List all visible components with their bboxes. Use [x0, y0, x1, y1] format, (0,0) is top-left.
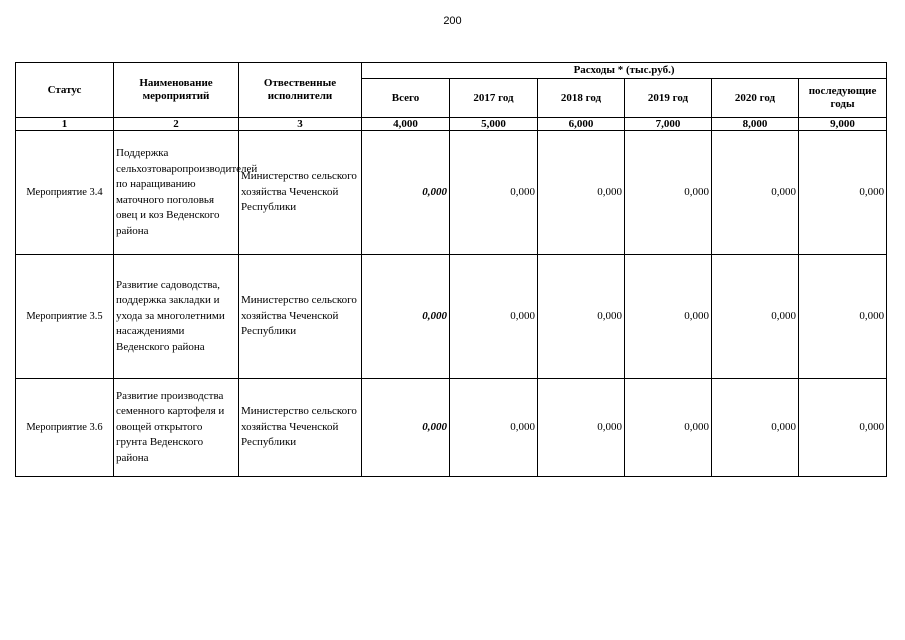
- row-name: Поддержка сельхозтоваропроизводителей по наращиванию маточного поголовья овец и коз Веденского района: [114, 131, 239, 255]
- row-value-2020: 0,000: [712, 379, 799, 477]
- table-row: [16, 255, 887, 379]
- column-number: 1: [16, 118, 114, 131]
- row-value-2017: 0,000: [450, 131, 538, 255]
- row-value-2020: 0,000: [712, 131, 799, 255]
- column-number: 2: [114, 118, 239, 131]
- header-2019: 2019 год: [625, 79, 712, 118]
- row-value-2017: 0,000: [450, 255, 538, 379]
- column-number: 9,000: [799, 118, 887, 131]
- row-executor: Министерство сельского хозяйства Чеченской Республики: [239, 255, 362, 379]
- expenses-table: [15, 62, 887, 477]
- header-expenses: Расходы * (тыс.руб.): [362, 63, 887, 79]
- column-number: 3: [239, 118, 362, 131]
- header-name: Наименование мероприятий: [114, 63, 239, 118]
- header-2020: 2020 год: [712, 79, 799, 118]
- row-executor: Министерство сельского хозяйства Чеченской Республики: [239, 131, 362, 255]
- column-number: 6,000: [538, 118, 625, 131]
- header-2018: 2018 год: [538, 79, 625, 118]
- row-name: Развитие садоводства, поддержка закладки и ухода за многолетними насаждениями Веденского района: [114, 255, 239, 379]
- row-value-following: 0,000: [799, 255, 887, 379]
- row-value-2019: 0,000: [625, 255, 712, 379]
- column-number: 7,000: [625, 118, 712, 131]
- header-2017: 2017 год: [450, 79, 538, 118]
- row-status: Мероприятие 3.4: [16, 131, 114, 255]
- row-executor: Министерство сельского хозяйства Чеченской Республики: [239, 379, 362, 477]
- header-total: Всего: [362, 79, 450, 118]
- header-status: Статус: [16, 63, 114, 118]
- row-value-following: 0,000: [799, 379, 887, 477]
- row-status: Мероприятие 3.6: [16, 379, 114, 477]
- row-value-2018: 0,000: [538, 255, 625, 379]
- row-value-2017: 0,000: [450, 379, 538, 477]
- column-number: 4,000: [362, 118, 450, 131]
- row-value-2018: 0,000: [538, 131, 625, 255]
- column-number: 5,000: [450, 118, 538, 131]
- row-value-following: 0,000: [799, 131, 887, 255]
- row-value-2019: 0,000: [625, 131, 712, 255]
- row-value-2020: 0,000: [712, 255, 799, 379]
- row-value-2019: 0,000: [625, 379, 712, 477]
- row-total: 0,000: [362, 379, 450, 477]
- header-following-years: последующие годы: [799, 79, 887, 118]
- table-row: [16, 379, 887, 477]
- column-number: 8,000: [712, 118, 799, 131]
- row-total: 0,000: [362, 131, 450, 255]
- column-numbers-row: [16, 118, 887, 131]
- page-number: 200: [443, 15, 462, 27]
- table-row: [16, 131, 887, 255]
- row-value-2018: 0,000: [538, 379, 625, 477]
- row-status: Мероприятие 3.5: [16, 255, 114, 379]
- row-name: Развитие производства семенного картофеля и овощей открытого грунта Веденского района: [114, 379, 239, 477]
- header-executors: Отвественные исполнители: [239, 63, 362, 118]
- row-total: 0,000: [362, 255, 450, 379]
